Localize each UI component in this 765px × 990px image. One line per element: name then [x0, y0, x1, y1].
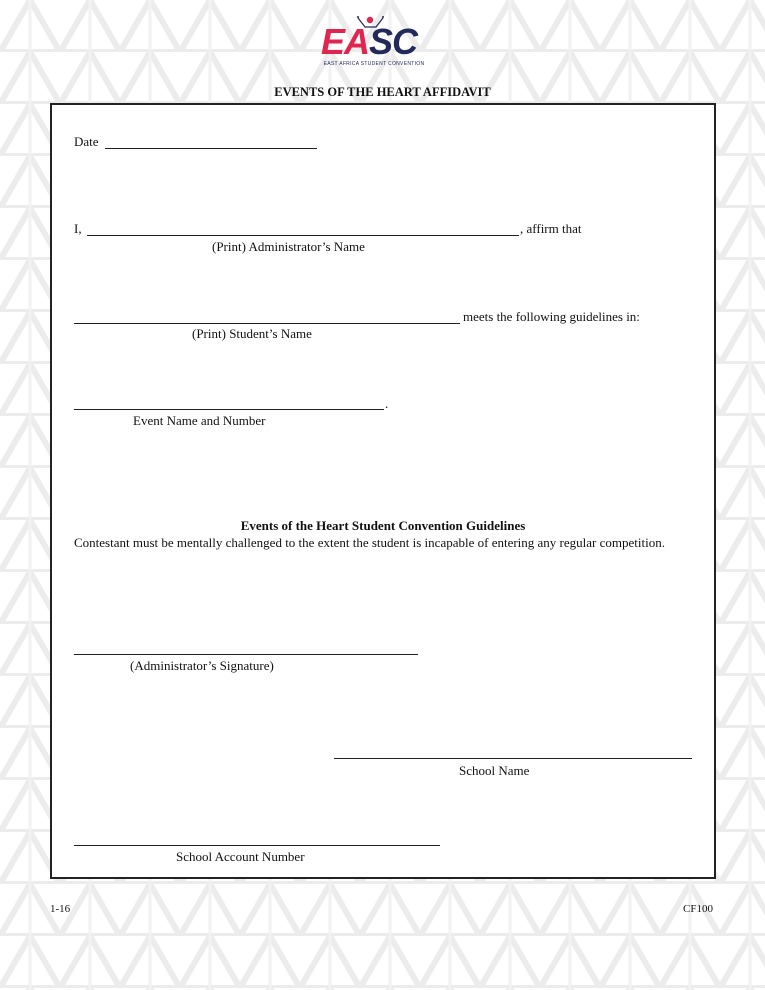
admin-name-caption: (Print) Administrator’s Name [212, 239, 365, 254]
student-name-field[interactable] [74, 323, 460, 324]
footer-form-code: CF100 [683, 903, 713, 915]
affirm-prefix: I, [74, 221, 82, 236]
school-name-field[interactable] [334, 758, 692, 759]
date-field[interactable] [105, 148, 317, 149]
document-title: EVENTS OF THE HEART AFFIDAVIT [274, 85, 491, 99]
guidelines-body: Contestant must be mentally challenged to the extent the student is incapable of entering any regular competition. [74, 535, 665, 550]
affidavit-form [50, 103, 716, 879]
event-name-field[interactable] [74, 409, 384, 410]
guidelines-heading: Events of the Heart Student Convention Guidelines [240, 518, 526, 533]
admin-signature-caption: (Administrator’s Signature) [130, 658, 274, 673]
school-account-caption: School Account Number [176, 849, 305, 864]
logo-wordmark-left: EA [321, 21, 370, 62]
student-name-caption: (Print) Student’s Name [192, 326, 312, 341]
logo-wordmark-right: SC [369, 21, 418, 62]
event-caption: Event Name and Number [133, 413, 266, 428]
event-suffix: . [385, 396, 389, 411]
logo-wordmark [321, 21, 418, 62]
admin-signature-field[interactable] [74, 654, 418, 655]
admin-name-field[interactable] [87, 235, 519, 236]
school-account-field[interactable] [74, 845, 440, 846]
school-name-caption: School Name [459, 763, 530, 778]
student-suffix: meets the following guidelines in: [463, 309, 640, 324]
affirm-suffix: , affirm that [520, 221, 582, 236]
logo-subtitle: EAST AFRICA STUDENT CONVENTION [323, 61, 425, 67]
footer-revision: 1-16 [50, 903, 71, 915]
date-label: Date [74, 134, 99, 149]
